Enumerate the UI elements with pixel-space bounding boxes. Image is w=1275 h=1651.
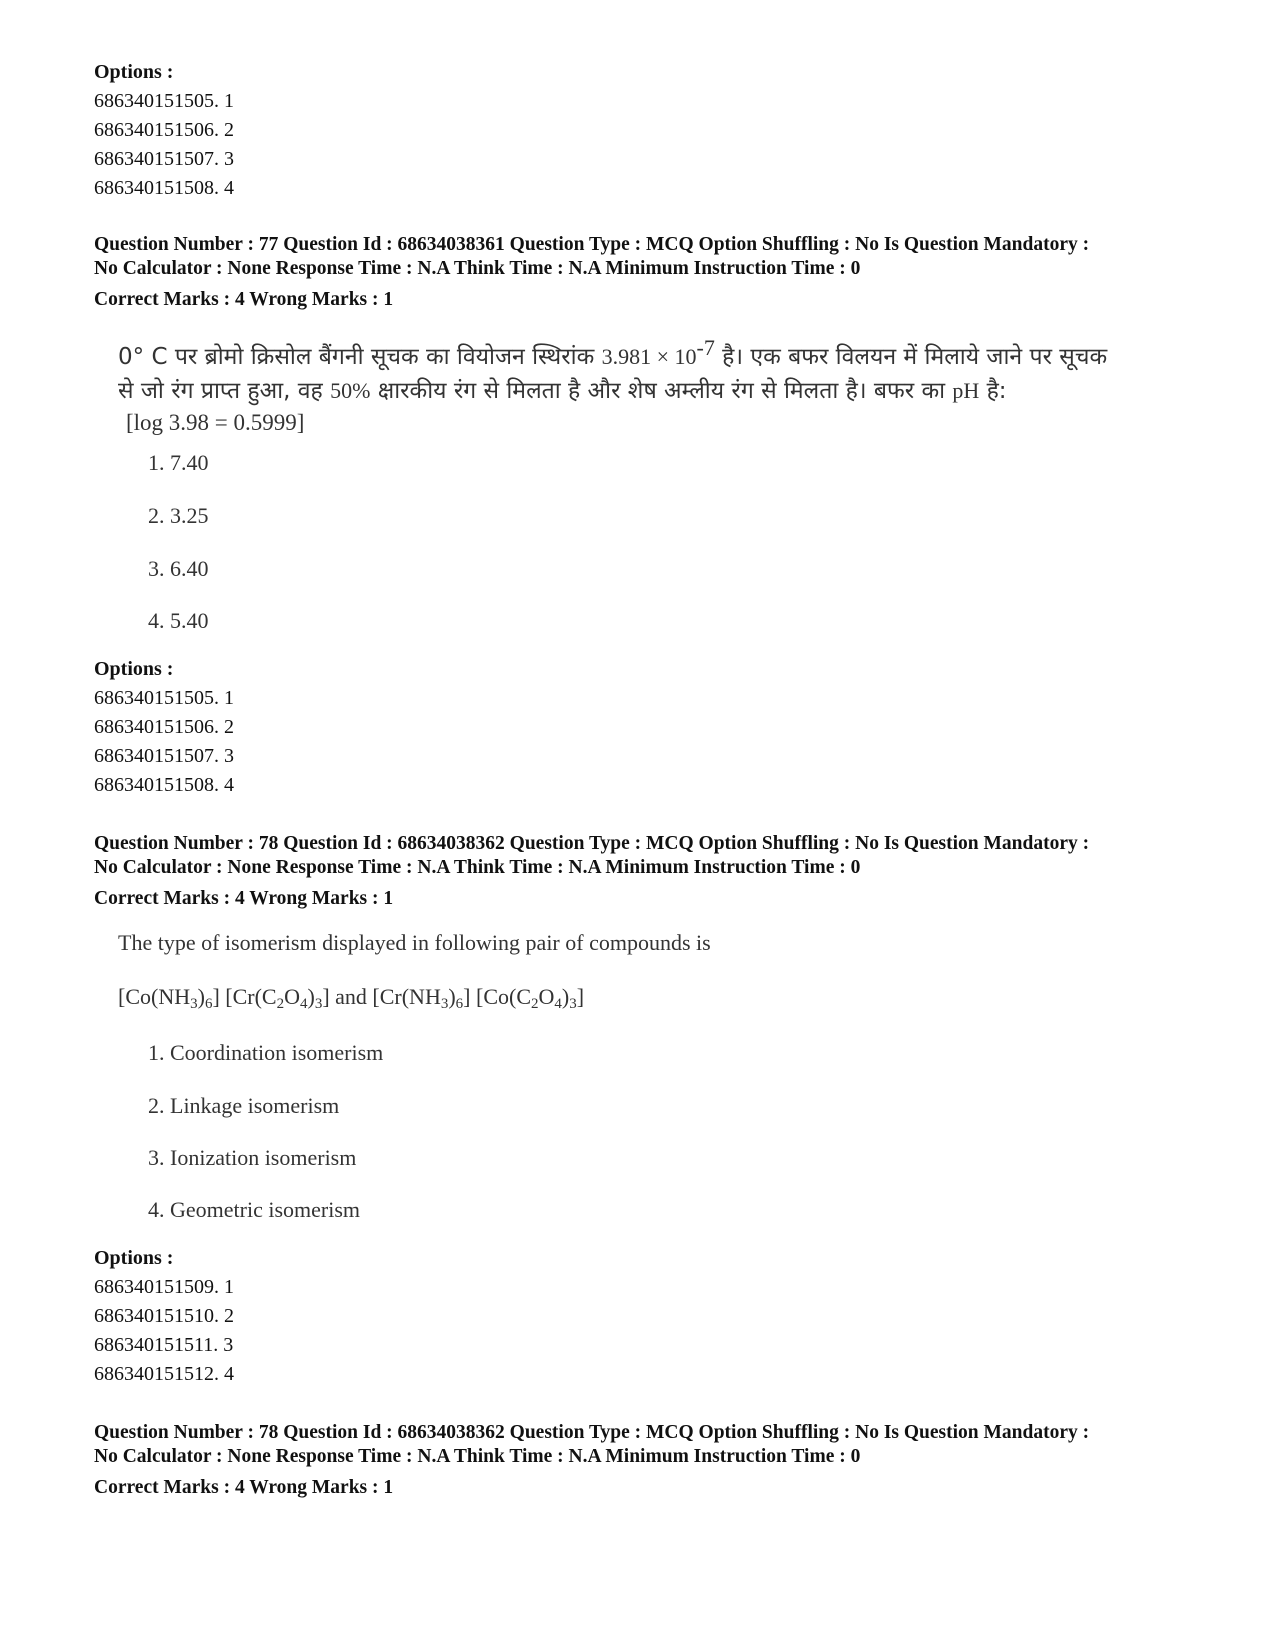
option-id-line: 686340151506. 2 [94,716,234,738]
answer-choice-4: 4. Geometric isomerism [148,1197,361,1222]
question-text-line-2 [118,374,1188,408]
question-77-header [94,233,1204,314]
question-marks: Correct Marks : 4 Wrong Marks : 1 [94,1477,394,1498]
question-text-part: है: [979,378,1007,404]
percent-value: 50% [330,378,371,403]
option-id-line: 686340151511. 3 [94,1334,234,1356]
option-id-line: 686340151505. 1 [94,90,234,112]
option-id-line: 686340151505. 1 [94,687,234,709]
question-meta-line-1: Question Number : 78 Question Id : 68634038362 Question Type : MCQ Option Shuffling : No Is Question Mandatory : [94,833,1090,854]
ph-label: pH [952,378,980,403]
question-marks: Correct Marks : 4 Wrong Marks : 1 [94,888,394,909]
answer-choice-3: 3. 6.40 [148,556,209,581]
answer-choice-1: 1. 7.40 [148,450,209,475]
option-id-line: 686340151510. 2 [94,1305,234,1327]
question-text-part: क्षारकीय रंग से मिलता है और शेष अम्लीय रंग से मिलता है। बफर का [370,378,953,404]
compound-pair: $[Co(NH_3)_6]$ $[Cr(C_2O_4)_3]$ and $[Cr(NH_3)_6]$ $[Co(C_2O_4)_3]$ [118,984,585,1012]
answer-choice-3: 3. Ionization isomerism [148,1145,357,1170]
option-id-line: 686340151507. 3 [94,148,234,170]
option-id-line: 686340151506. 2 [94,119,234,141]
question-78-options [94,1244,1204,1389]
question-meta-line-2: No Calculator : None Response Time : N.A Think Time : N.A Minimum Instruction Time : 0 [94,258,861,279]
compound-joiner: and [335,984,367,1009]
question-78-repeat-header [94,1421,1204,1502]
options-label: Options : [94,658,174,680]
question-77-options [94,655,1204,800]
options-label: Options : [94,61,174,83]
option-id-line: 686340151508. 4 [94,774,234,796]
answer-choice-1: 1. Coordination isomerism [148,1040,384,1065]
question-text-line-1 [118,335,1188,374]
question-meta-line-1: Question Number : 77 Question Id : 68634038361 Question Type : MCQ Option Shuffling : No Is Question Mandatory : [94,234,1090,255]
exponent: -7 [696,335,715,360]
dissociation-constant: 3.981 × 10 [601,344,697,369]
option-id-line: 686340151508. 4 [94,177,234,199]
question-text-part: से जो रंग प्राप्त हुआ, वह [118,378,331,404]
options-label: Options : [94,1247,174,1269]
question-78-text [118,928,1188,958]
answer-choice-4: 4. 5.40 [148,608,209,633]
question-meta-line-2: No Calculator : None Response Time : N.A Think Time : N.A Minimum Instruction Time : 0 [94,857,861,878]
question-text-part: 0° C पर ब्रोमो क्रिसोल बैंगनी सूचक का वियोजन स्थिरांक [118,344,602,370]
question-marks: Correct Marks : 4 Wrong Marks : 1 [94,289,394,310]
question-meta-line-2: No Calculator : None Response Time : N.A Think Time : N.A Minimum Instruction Time : 0 [94,1446,861,1467]
answer-choice-2: 2. Linkage isomerism [148,1093,340,1118]
question-meta-line-1: Question Number : 78 Question Id : 68634038362 Question Type : MCQ Option Shuffling : No Is Question Mandatory : [94,1422,1090,1443]
question-text-part: है। एक बफर विलयन में मिलाये जाने पर सूचक [714,344,1108,370]
log-formula: [log 3.98 = 0.5999] [126,410,305,435]
answer-choice-2: 2. 3.25 [148,503,209,528]
option-id-line: 686340151507. 3 [94,745,234,767]
question-text: The type of isomerism displayed in following pair of compounds is [118,930,711,955]
option-id-line: 686340151509. 1 [94,1276,234,1298]
option-id-line: 686340151512. 4 [94,1363,234,1385]
question-78-header [94,832,1204,913]
options-block-previous [94,58,1204,203]
question-77-text [118,335,1188,438]
